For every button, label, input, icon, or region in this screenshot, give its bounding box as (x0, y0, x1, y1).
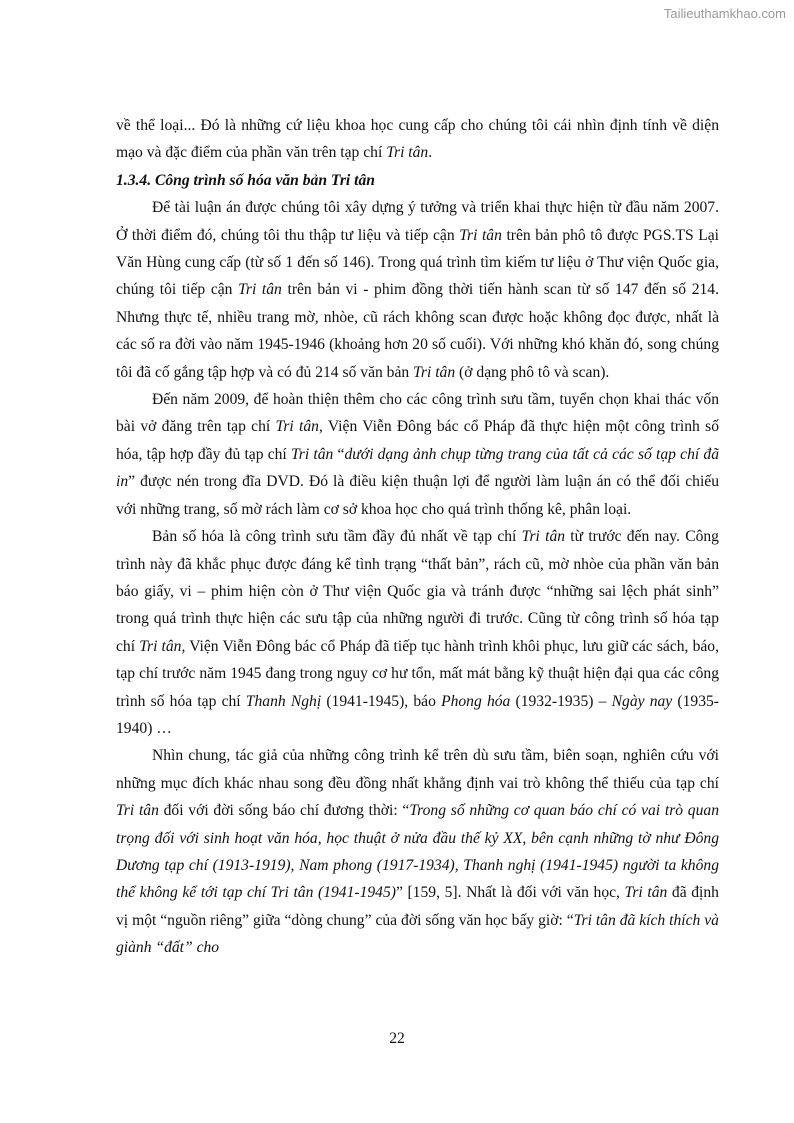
italic-title: Tri tân (521, 528, 566, 546)
italic-title: Tri tân (413, 363, 456, 381)
text-run: , Viện Viễn Đông bác cổ Pháp đã tiếp tục hành trình khôi phục, lưu giữ các sách, báo, tạp chí trước năm 1945 đang trong nguy cơ hư tổn, mất mát bằng kỹ thuật hiện đại qua các công trình số hóa tạp chí (116, 637, 719, 710)
text-run: (1941-1945), báo (321, 692, 442, 710)
page-number: 22 (389, 1030, 405, 1047)
paragraph-2 (116, 386, 719, 523)
italic-title: Tri tân (459, 226, 502, 244)
text-run: đối với đời sống báo chí đương thời: “ (158, 802, 410, 820)
paragraph-intro (116, 112, 719, 167)
paragraph-4 (116, 742, 719, 961)
text-run: . (428, 144, 433, 162)
text-run: ” [159, 5]. Nhất là đối với văn học, (395, 884, 625, 902)
text-run: Bản số hóa là công trình sưu tầm đầy đủ nhất về tạp chí (152, 528, 522, 546)
text-run: (1932-1935) – (510, 692, 612, 710)
italic-title: Phong hóa (441, 692, 511, 710)
italic-title: Tri tân (624, 884, 668, 902)
italic-quote: dưới dạng ảnh chụp từng trang của tất cả các số tạp chí đã in (116, 445, 719, 491)
text-run: , Viện Viễn Đông bác cổ Pháp đã thực hiện một công trình số hóa, tập hợp đầy đủ tạp chí (116, 418, 719, 463)
text-run: (1935-1940) … (116, 692, 719, 737)
text-run: trên bản phô tô được PGS.TS Lại Văn Hùng cung cấp (từ số 1 đến số 146). Trong quá trình tìm kiếm tư liệu ở Thư viện Quốc gia, chúng tôi tiếp cận (116, 226, 719, 299)
text-run: từ trước đến nay. Công trình này đã khắc phục được đáng kể tình trạng “thất bản”, rách cũ, mờ nhòe của phần văn bản báo giấy, vi – phim hiện còn ở Thư viện Quốc gia và tránh được “những sai lệch phát sinh” trong quá trình thực hiện các sưu tập của những người đi trước. Cũng từ công trình số hóa tạp chí (116, 528, 719, 655)
text-run: Để tài luận án được chúng tôi xây dựng ý tưởng và triển khai thực hiện từ đầu năm 2007. Ở thời điểm đó, chúng tôi thu thập tư liệu và tiếp cận (116, 199, 719, 244)
text-run: (ở dạng phô tô và scan). (455, 363, 610, 381)
italic-title: Tri tân (139, 637, 182, 655)
text-run: trên bản vi - phim đồng thời tiến hành scan từ số 147 đến số 214. Nhưng thực tế, nhiều trang mờ, nhòe, cũ rách không scan được hoặc không đọc được, nhất là các số ra đời vào năm 1945-1946 (khoảng hơn 20 số cuối). Với những khó khăn đó, song chúng tôi đã cố gắng tập hợp và có đủ 214 số văn bản (116, 281, 719, 381)
italic-title: Tri tân (238, 281, 282, 299)
paragraph-3 (116, 523, 719, 742)
text-run: đã định vị một “nguồn riêng” giữa “dòng chung” của đời sống văn học bấy giờ: “ (116, 884, 719, 929)
text-run: về thể loại... Đó là những cứ liệu khoa học cung cấp cho chúng tôi cái nhìn định tính về diện mạo và đặc điểm của phần văn trên tạp chí (116, 117, 719, 162)
italic-quote: Trong số những cơ quan báo chí có vai trò quan trọng đối với sinh hoạt văn hóa, học thuật ở nửa đầu thế kỷ XX, bên cạnh những tờ như Đông Dương tạp chí (1913-1919), Nam phong (1917-1934), Thanh nghị (1941-1945) người ta không thể không kể tới tạp chí Tri tân (1941-1945) (116, 802, 719, 902)
text-run: “ (333, 445, 345, 463)
text-run: ” được nén trong đĩa DVD. Đó là điều kiện thuận lợi để người làm luận án có thể đối chiếu với những trang, số mờ rách làm cơ sở khoa học cho quá trình thống kê, phân loại. (116, 473, 719, 518)
italic-title: Tri tân (386, 144, 429, 162)
italic-title: Tri tân (290, 445, 334, 463)
text-run: Đến năm 2009, để hoàn thiện thêm cho các công trình sưu tầm, tuyển chọn khai thác vốn bài vở đăng trên tạp chí (116, 391, 719, 436)
italic-title: Tri tân (116, 802, 159, 820)
italic-quote: Tri tân đã kích thích và giành “đất” cho (116, 911, 719, 957)
watermark: Tailieuthamkhao.com (663, 6, 786, 21)
section-heading: 1.3.4. Công trình số hóa văn bản Tri tân (116, 171, 375, 189)
italic-title: Thanh Nghị (245, 692, 322, 710)
text-run: Nhìn chung, tác giả của những công trình kể trên dù sưu tầm, biên soạn, nghiên cứu với những mục đích khác nhau song đều đồng nhất khẳng định vai trò không thể thiếu của tạp chí (116, 747, 719, 792)
paragraph-1 (116, 194, 719, 386)
italic-title: Tri tân (275, 418, 319, 436)
document-body (116, 112, 719, 962)
italic-title: Ngày nay (611, 692, 673, 710)
